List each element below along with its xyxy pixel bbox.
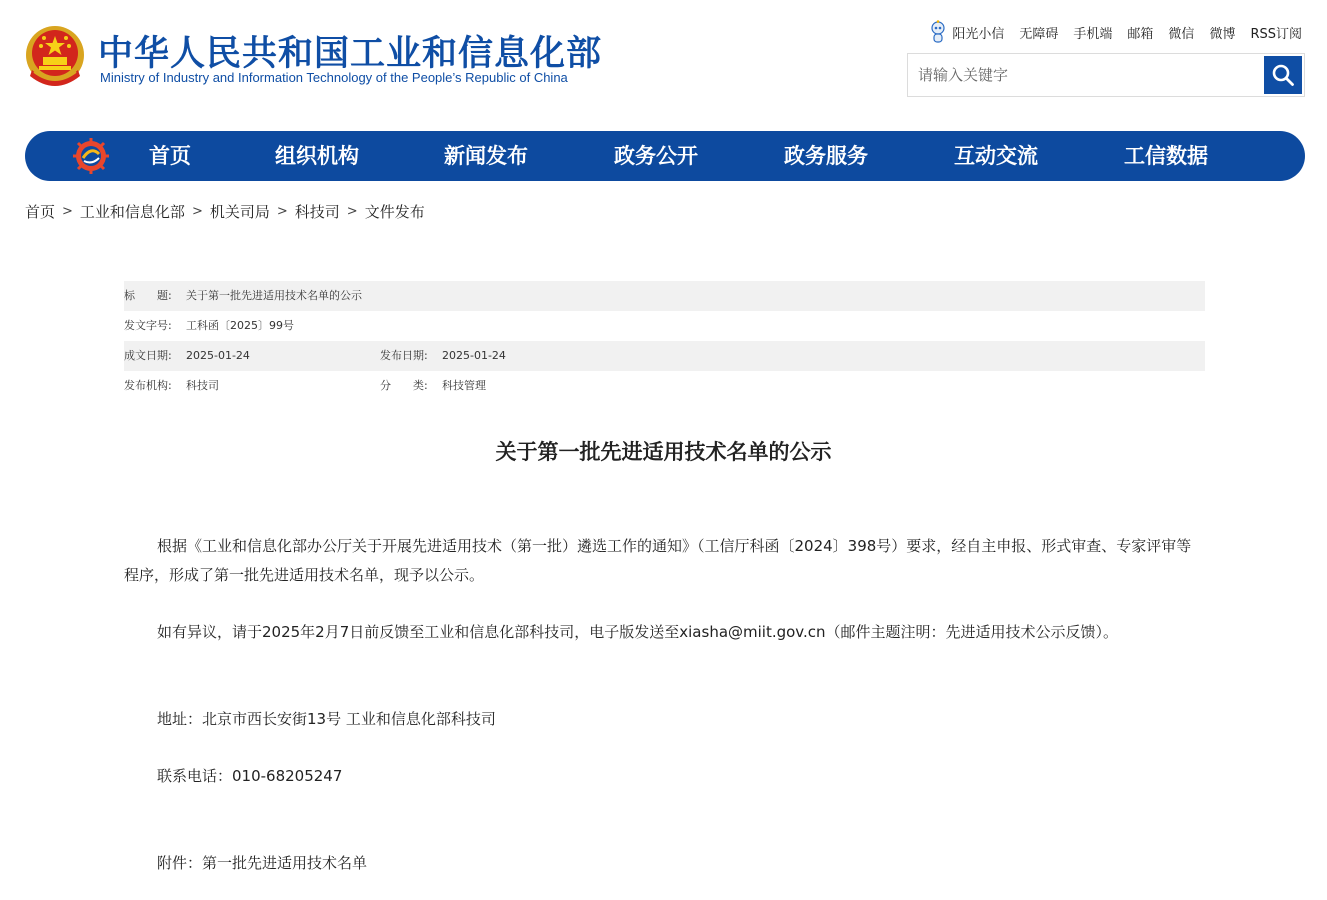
- article-paragraph-basis-text: 根据《工业和信息化部办公厅关于开展先进适用技术（第一批）遴选工作的通知》（工信厅科函〔2024〕398号）要求，经自主申报、形式审查、专家评审等程序，形成了第一批先进适用技术名单，现予以公示。: [124, 537, 1192, 584]
- breadcrumb-separator: >: [346, 204, 358, 219]
- breadcrumb-separator: >: [276, 204, 288, 219]
- search-box: [907, 53, 1305, 97]
- breadcrumb-documents[interactable]: 文件发布: [364, 203, 425, 221]
- meta-org-label: 发布机构:: [124, 379, 172, 392]
- search-button[interactable]: [1264, 56, 1302, 94]
- meta-created-value: 2025-01-24: [186, 349, 250, 362]
- nav-news[interactable]: 新闻发布: [444, 144, 528, 168]
- meta-row-doc-number: [124, 311, 1205, 341]
- link-weibo[interactable]: 微博: [1209, 26, 1236, 42]
- link-mobile[interactable]: 手机端: [1073, 26, 1113, 42]
- link-mailbox[interactable]: 邮箱: [1127, 26, 1154, 42]
- breadcrumb-ministry[interactable]: 工业和信息化部: [79, 203, 185, 221]
- article-paragraph-phone: [124, 762, 1205, 791]
- breadcrumb-separator: >: [191, 204, 203, 219]
- meta-category-value: 科技管理: [442, 379, 486, 392]
- miit-emblem-icon[interactable]: [73, 138, 109, 174]
- national-emblem-logo[interactable]: [24, 24, 86, 90]
- meta-created-label: 成文日期:: [124, 349, 172, 362]
- breadcrumb-science-dept[interactable]: 科技司: [294, 203, 340, 221]
- link-wechat[interactable]: 微信: [1168, 26, 1195, 42]
- nav-interaction[interactable]: 互动交流: [954, 144, 1038, 168]
- breadcrumb: [25, 201, 425, 222]
- breadcrumb-departments[interactable]: 机关司局: [209, 203, 270, 221]
- robot-assistant-icon[interactable]: [930, 20, 946, 44]
- meta-category-label: 分 类:: [380, 379, 428, 392]
- document-metadata: [124, 281, 1205, 401]
- article-paragraph-objection-text: 如有异议，请于2025年2月7日前反馈至工业和信息化部科技司，电子版发送至xiasha@miit.gov.cn（邮件主题注明：先进适用技术公示反馈）。: [157, 623, 1119, 641]
- article-phone-text: 联系电话：010-68205247: [157, 767, 343, 785]
- meta-doc-number-label: 发文字号:: [124, 319, 172, 332]
- nav-home[interactable]: 首页: [149, 144, 191, 168]
- meta-published-value: 2025-01-24: [442, 349, 506, 362]
- top-links: [930, 20, 1302, 44]
- meta-row-org: [124, 371, 1205, 401]
- attachment-link[interactable]: 附件：第一批先进适用技术名单: [157, 854, 368, 872]
- meta-doc-number-value: 工科函〔2025〕99号: [186, 319, 294, 332]
- article-paragraph-address: [124, 705, 1205, 734]
- main-nav: [25, 131, 1305, 181]
- article-title: 关于第一批先进适用技术名单的公示: [495, 440, 832, 464]
- breadcrumb-separator: >: [62, 204, 73, 219]
- breadcrumb-home[interactable]: 首页: [25, 203, 56, 221]
- site-subtitle: Ministry of Industry and Information Technology of the People’s Republic of China: [100, 70, 568, 85]
- meta-published-label: 发布日期:: [380, 349, 428, 362]
- link-rss[interactable]: RSS订阅: [1250, 26, 1302, 42]
- search-input[interactable]: [908, 54, 1264, 96]
- nav-organization[interactable]: 组织机构: [275, 144, 359, 168]
- link-sunshine-assistant[interactable]: 阳光小信: [952, 26, 1005, 42]
- meta-row-title: [124, 281, 1205, 311]
- meta-title-label: 标 题:: [124, 289, 172, 302]
- article-paragraph-attachment: [124, 849, 1205, 878]
- article-address-text: 地址：北京市西长安街13号 工业和信息化部科技司: [157, 710, 496, 728]
- meta-title-value: 关于第一批先进适用技术名单的公示: [186, 289, 362, 302]
- search-icon: [1271, 63, 1295, 87]
- article-paragraph-objection: [124, 618, 1205, 647]
- nav-data[interactable]: 工信数据: [1124, 144, 1208, 168]
- nav-government-affairs[interactable]: 政务公开: [614, 144, 698, 168]
- meta-org-value: 科技司: [186, 379, 219, 392]
- nav-government-services[interactable]: 政务服务: [784, 144, 868, 168]
- site-title[interactable]: 中华人民共和国工业和信息化部: [98, 34, 603, 74]
- link-accessibility[interactable]: 无障碍: [1019, 26, 1059, 42]
- article-paragraph-basis: [124, 532, 1205, 590]
- meta-row-dates: [124, 341, 1205, 371]
